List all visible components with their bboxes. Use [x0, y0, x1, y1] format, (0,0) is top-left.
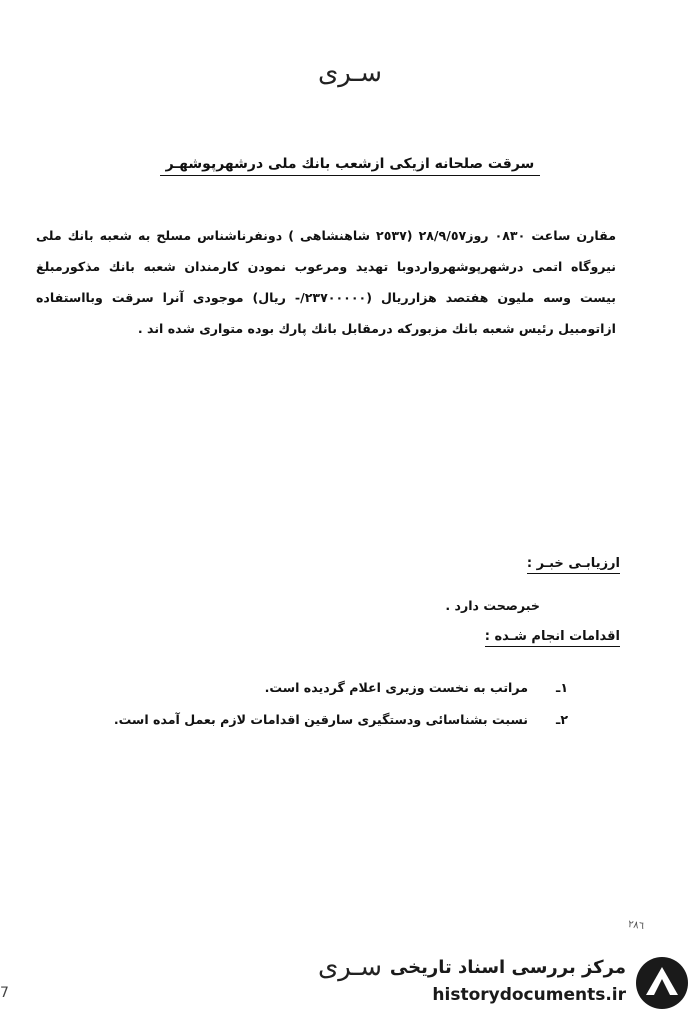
- watermark: [389, 953, 690, 1013]
- actions-heading: اقدامات انجام شـده :: [485, 629, 620, 647]
- action-number: ١ـ: [556, 680, 568, 695]
- classification-bottom: سـرى: [317, 952, 383, 982]
- action-text: نسبت بشناسائى ودستگيرى سارقين اقدامات لازم بعمل آمده است.: [113, 712, 528, 727]
- evaluation-text: خبرصحت دارد .: [445, 598, 540, 613]
- edge-mark: 7: [0, 985, 9, 1001]
- watermark-url: historydocuments.ir: [432, 985, 626, 1005]
- watermark-name: مرکز بررسی اسناد تاریخی: [389, 957, 626, 978]
- archive-logo-icon: [634, 955, 690, 1011]
- action-text: مراتب به نخست وزيرى اعلام گرديده است.: [264, 680, 528, 695]
- action-item-2: [108, 704, 568, 736]
- classification-top: سـرى: [317, 58, 383, 88]
- action-number: ٢ـ: [556, 712, 568, 727]
- action-item-1: [108, 672, 568, 704]
- report-body: مقارن ساعت ٠٨٣٠ روز٢٨/٩/٥٧ (٢٥٣٧ شاهنشاهى ) دونفرناشناس مسلح به شعبه بانك ملى نيروگاه اتمى درشهرپوشهرواردوبا تهديد ومرعوب نمودن كارمندان شعبه بانك مذكورمبلغ بيست وسه مليون هفتصد هزارريال (٢٣٧٠٠٠٠٠/- ريال) موجودى آنرا سرقت وبااستفاده ازاتومبيل رئيس شعبه بانك مزبوركه درمقابل بانك پارك بوده متوارى شده اند .: [36, 228, 616, 336]
- handwritten-mark: ٢٨٦: [627, 918, 645, 933]
- actions-list: [108, 672, 568, 736]
- evaluation-heading: ارزيابـى خبـر :: [527, 556, 620, 574]
- document-title: سرقت صلحانه ازيكى ازشعب بانك ملى درشهرپوشهـر: [160, 156, 540, 176]
